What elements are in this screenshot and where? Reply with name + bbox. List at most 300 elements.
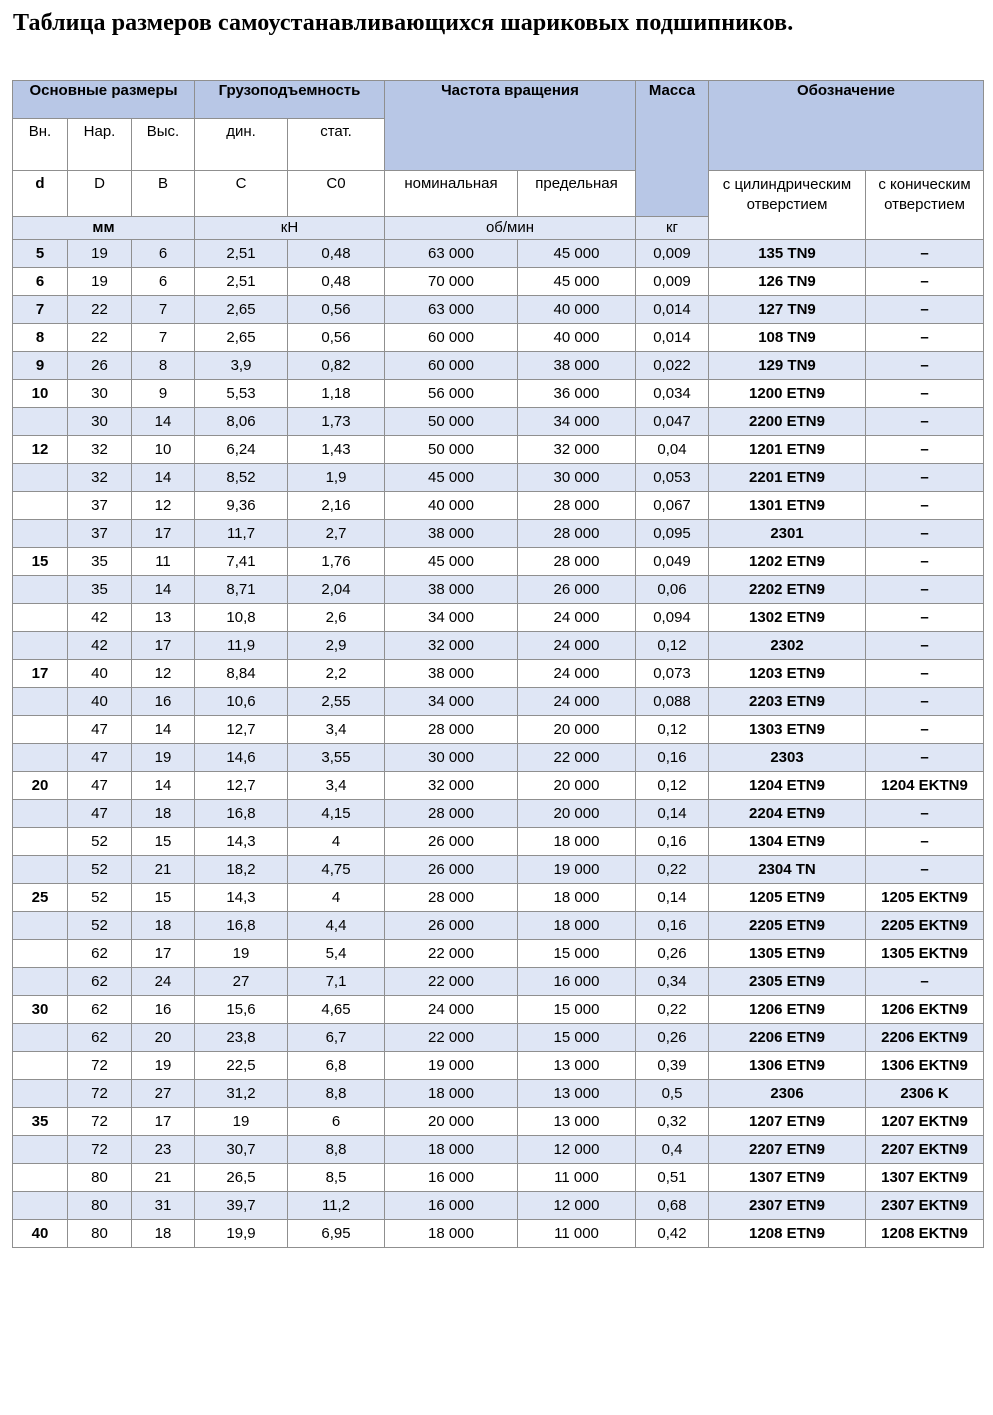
cell-C0: 4 bbox=[288, 828, 385, 856]
cell-mass: 0,022 bbox=[636, 352, 709, 380]
cell-B: 7 bbox=[132, 324, 195, 352]
cell-D: 32 bbox=[68, 436, 132, 464]
cell-C: 8,71 bbox=[195, 576, 288, 604]
cell-limit-speed: 24 000 bbox=[518, 632, 636, 660]
cell-limit-speed: 28 000 bbox=[518, 548, 636, 576]
cell-d bbox=[13, 716, 68, 744]
cell-C: 19,9 bbox=[195, 1220, 288, 1248]
table-row bbox=[13, 632, 984, 660]
cell-C0: 3,55 bbox=[288, 744, 385, 772]
cell-nominal-speed: 26 000 bbox=[385, 856, 518, 884]
cell-C: 15,6 bbox=[195, 996, 288, 1024]
cell-d bbox=[13, 632, 68, 660]
cell-C0: 3,4 bbox=[288, 716, 385, 744]
cell-D: 80 bbox=[68, 1164, 132, 1192]
cell-limit-speed: 13 000 bbox=[518, 1108, 636, 1136]
cell-C0: 4,75 bbox=[288, 856, 385, 884]
cell-cylindrical-designation: 1204 ETN9 bbox=[709, 772, 866, 800]
cell-limit-speed: 15 000 bbox=[518, 940, 636, 968]
cell-cylindrical-designation: 127 TN9 bbox=[709, 296, 866, 324]
cell-cylindrical-designation: 2207 ETN9 bbox=[709, 1136, 866, 1164]
cell-nominal-speed: 60 000 bbox=[385, 352, 518, 380]
cell-cylindrical-designation: 2302 bbox=[709, 632, 866, 660]
cell-mass: 0,014 bbox=[636, 324, 709, 352]
cell-mass: 0,049 bbox=[636, 548, 709, 576]
cell-D: 42 bbox=[68, 632, 132, 660]
cell-d bbox=[13, 968, 68, 996]
cell-B: 19 bbox=[132, 744, 195, 772]
cell-cylindrical-designation: 2307 ETN9 bbox=[709, 1192, 866, 1220]
cell-cylindrical-designation: 129 TN9 bbox=[709, 352, 866, 380]
cell-B: 16 bbox=[132, 996, 195, 1024]
cell-nominal-speed: 22 000 bbox=[385, 940, 518, 968]
cell-nominal-speed: 50 000 bbox=[385, 408, 518, 436]
cell-cylindrical-designation: 1205 ETN9 bbox=[709, 884, 866, 912]
cell-B: 6 bbox=[132, 268, 195, 296]
cell-D: 37 bbox=[68, 520, 132, 548]
cell-B: 18 bbox=[132, 912, 195, 940]
cell-D: 35 bbox=[68, 548, 132, 576]
cell-B: 24 bbox=[132, 968, 195, 996]
cell-limit-speed: 13 000 bbox=[518, 1080, 636, 1108]
table-row bbox=[13, 716, 984, 744]
cell-limit-speed: 15 000 bbox=[518, 1024, 636, 1052]
cell-C0: 6,8 bbox=[288, 1052, 385, 1080]
table-row bbox=[13, 520, 984, 548]
table-row bbox=[13, 1220, 984, 1248]
cell-D: 30 bbox=[68, 380, 132, 408]
cell-d bbox=[13, 828, 68, 856]
cell-C0: 4 bbox=[288, 884, 385, 912]
header-D: D bbox=[68, 171, 132, 217]
cell-cylindrical-designation: 2205 ETN9 bbox=[709, 912, 866, 940]
cell-C: 8,06 bbox=[195, 408, 288, 436]
cell-conical-designation: – bbox=[866, 716, 984, 744]
cell-d: 5 bbox=[13, 240, 68, 268]
cell-cylindrical-designation: 1306 ETN9 bbox=[709, 1052, 866, 1080]
cell-C0: 6,95 bbox=[288, 1220, 385, 1248]
cell-D: 52 bbox=[68, 856, 132, 884]
cell-B: 21 bbox=[132, 856, 195, 884]
header-static: стат. bbox=[288, 119, 385, 171]
cell-d: 20 bbox=[13, 772, 68, 800]
cell-cylindrical-designation: 1301 ETN9 bbox=[709, 492, 866, 520]
table-row bbox=[13, 1024, 984, 1052]
cell-d: 10 bbox=[13, 380, 68, 408]
cell-conical-designation: 1305 EKTN9 bbox=[866, 940, 984, 968]
cell-d: 25 bbox=[13, 884, 68, 912]
cell-limit-speed: 22 000 bbox=[518, 744, 636, 772]
cell-nominal-speed: 26 000 bbox=[385, 828, 518, 856]
table-row bbox=[13, 1192, 984, 1220]
cell-B: 18 bbox=[132, 1220, 195, 1248]
cell-C: 22,5 bbox=[195, 1052, 288, 1080]
cell-B: 17 bbox=[132, 1108, 195, 1136]
table-row bbox=[13, 240, 984, 268]
cell-D: 40 bbox=[68, 688, 132, 716]
cell-nominal-speed: 34 000 bbox=[385, 688, 518, 716]
cell-limit-speed: 24 000 bbox=[518, 688, 636, 716]
cell-conical-designation: 1307 EKTN9 bbox=[866, 1164, 984, 1192]
bearing-table bbox=[12, 80, 984, 1248]
table-row bbox=[13, 576, 984, 604]
cell-B: 14 bbox=[132, 464, 195, 492]
cell-D: 37 bbox=[68, 492, 132, 520]
cell-d: 12 bbox=[13, 436, 68, 464]
cell-C0: 2,6 bbox=[288, 604, 385, 632]
cell-C: 2,65 bbox=[195, 296, 288, 324]
cell-conical-designation: 1306 EKTN9 bbox=[866, 1052, 984, 1080]
cell-nominal-speed: 20 000 bbox=[385, 1108, 518, 1136]
cell-C: 14,3 bbox=[195, 884, 288, 912]
cell-B: 13 bbox=[132, 604, 195, 632]
cell-C0: 1,18 bbox=[288, 380, 385, 408]
cell-D: 72 bbox=[68, 1080, 132, 1108]
cell-C: 3,9 bbox=[195, 352, 288, 380]
cell-limit-speed: 12 000 bbox=[518, 1136, 636, 1164]
cell-nominal-speed: 60 000 bbox=[385, 324, 518, 352]
table-row bbox=[13, 1164, 984, 1192]
unit-kg: кг bbox=[636, 217, 709, 240]
cell-mass: 0,16 bbox=[636, 912, 709, 940]
cell-mass: 0,095 bbox=[636, 520, 709, 548]
table-row bbox=[13, 856, 984, 884]
table-row bbox=[13, 352, 984, 380]
cell-cylindrical-designation: 1207 ETN9 bbox=[709, 1108, 866, 1136]
cell-C0: 2,2 bbox=[288, 660, 385, 688]
unit-rpm: об/мин bbox=[385, 217, 636, 240]
cell-limit-speed: 11 000 bbox=[518, 1220, 636, 1248]
cell-B: 6 bbox=[132, 240, 195, 268]
header-dynamic: дин. bbox=[195, 119, 288, 171]
cell-D: 62 bbox=[68, 996, 132, 1024]
cell-C: 18,2 bbox=[195, 856, 288, 884]
cell-C0: 1,9 bbox=[288, 464, 385, 492]
cell-limit-speed: 19 000 bbox=[518, 856, 636, 884]
cell-D: 72 bbox=[68, 1052, 132, 1080]
cell-limit-speed: 34 000 bbox=[518, 408, 636, 436]
cell-mass: 0,12 bbox=[636, 716, 709, 744]
cell-D: 72 bbox=[68, 1136, 132, 1164]
cell-nominal-speed: 40 000 bbox=[385, 492, 518, 520]
cell-nominal-speed: 34 000 bbox=[385, 604, 518, 632]
cell-C0: 2,7 bbox=[288, 520, 385, 548]
table-row bbox=[13, 296, 984, 324]
cell-d bbox=[13, 464, 68, 492]
cell-D: 47 bbox=[68, 772, 132, 800]
cell-cylindrical-designation: 135 TN9 bbox=[709, 240, 866, 268]
cell-cylindrical-designation: 1206 ETN9 bbox=[709, 996, 866, 1024]
cell-D: 19 bbox=[68, 268, 132, 296]
cell-d bbox=[13, 688, 68, 716]
cell-mass: 0,047 bbox=[636, 408, 709, 436]
cell-cylindrical-designation: 2301 bbox=[709, 520, 866, 548]
cell-D: 40 bbox=[68, 660, 132, 688]
cell-limit-speed: 38 000 bbox=[518, 352, 636, 380]
cell-cylindrical-designation: 2306 bbox=[709, 1080, 866, 1108]
cell-D: 72 bbox=[68, 1108, 132, 1136]
cell-cylindrical-designation: 1305 ETN9 bbox=[709, 940, 866, 968]
cell-C: 14,6 bbox=[195, 744, 288, 772]
cell-cylindrical-designation: 2303 bbox=[709, 744, 866, 772]
cell-mass: 0,14 bbox=[636, 884, 709, 912]
table-row bbox=[13, 884, 984, 912]
cell-cylindrical-designation: 1303 ETN9 bbox=[709, 716, 866, 744]
cell-limit-speed: 13 000 bbox=[518, 1052, 636, 1080]
cell-C: 26,5 bbox=[195, 1164, 288, 1192]
cell-C: 11,9 bbox=[195, 632, 288, 660]
cell-d bbox=[13, 856, 68, 884]
cell-mass: 0,26 bbox=[636, 940, 709, 968]
cell-B: 9 bbox=[132, 380, 195, 408]
cell-conical-designation: – bbox=[866, 380, 984, 408]
cell-limit-speed: 12 000 bbox=[518, 1192, 636, 1220]
cell-B: 12 bbox=[132, 660, 195, 688]
cell-D: 62 bbox=[68, 968, 132, 996]
cell-B: 19 bbox=[132, 1052, 195, 1080]
cell-C: 16,8 bbox=[195, 800, 288, 828]
header-designation: Обозначение bbox=[709, 81, 984, 171]
cell-C: 7,41 bbox=[195, 548, 288, 576]
cell-conical-designation: – bbox=[866, 296, 984, 324]
cell-cylindrical-designation: 2204 ETN9 bbox=[709, 800, 866, 828]
cell-d: 17 bbox=[13, 660, 68, 688]
cell-d bbox=[13, 1164, 68, 1192]
cell-d bbox=[13, 1192, 68, 1220]
cell-C: 12,7 bbox=[195, 772, 288, 800]
header-load-capacity: Грузоподъемность bbox=[195, 81, 385, 119]
table-row bbox=[13, 380, 984, 408]
cell-d: 7 bbox=[13, 296, 68, 324]
cell-conical-designation: – bbox=[866, 968, 984, 996]
cell-limit-speed: 15 000 bbox=[518, 996, 636, 1024]
cell-C0: 8,8 bbox=[288, 1136, 385, 1164]
unit-kn: кН bbox=[195, 217, 385, 240]
table-row bbox=[13, 492, 984, 520]
table-row bbox=[13, 968, 984, 996]
cell-C0: 8,8 bbox=[288, 1080, 385, 1108]
cell-C: 16,8 bbox=[195, 912, 288, 940]
cell-cylindrical-designation: 2304 TN bbox=[709, 856, 866, 884]
cell-conical-designation: 1206 EKTN9 bbox=[866, 996, 984, 1024]
table-row bbox=[13, 1136, 984, 1164]
cell-cylindrical-designation: 1307 ETN9 bbox=[709, 1164, 866, 1192]
cell-cylindrical-designation: 2203 ETN9 bbox=[709, 688, 866, 716]
cell-C: 2,51 bbox=[195, 268, 288, 296]
cell-conical-designation: – bbox=[866, 744, 984, 772]
header-cylindrical-bore: с цилиндрическим отверстием bbox=[709, 171, 866, 240]
cell-limit-speed: 11 000 bbox=[518, 1164, 636, 1192]
cell-nominal-speed: 22 000 bbox=[385, 968, 518, 996]
cell-nominal-speed: 30 000 bbox=[385, 744, 518, 772]
cell-limit-speed: 18 000 bbox=[518, 884, 636, 912]
cell-conical-designation: – bbox=[866, 464, 984, 492]
cell-conical-designation: 1205 EKTN9 bbox=[866, 884, 984, 912]
cell-limit-speed: 45 000 bbox=[518, 268, 636, 296]
header-nominal: номинальная bbox=[385, 171, 518, 217]
cell-D: 62 bbox=[68, 940, 132, 968]
cell-cylindrical-designation: 1200 ETN9 bbox=[709, 380, 866, 408]
cell-limit-speed: 24 000 bbox=[518, 604, 636, 632]
cell-d bbox=[13, 604, 68, 632]
cell-d: 35 bbox=[13, 1108, 68, 1136]
cell-limit-speed: 45 000 bbox=[518, 240, 636, 268]
cell-B: 18 bbox=[132, 800, 195, 828]
cell-B: 20 bbox=[132, 1024, 195, 1052]
header-conical-bore: с коническим отверстием bbox=[866, 171, 984, 240]
cell-C0: 1,76 bbox=[288, 548, 385, 576]
header-outer: Нар. bbox=[68, 119, 132, 171]
table-row bbox=[13, 1052, 984, 1080]
cell-C0: 4,4 bbox=[288, 912, 385, 940]
cell-nominal-speed: 38 000 bbox=[385, 520, 518, 548]
cell-d: 30 bbox=[13, 996, 68, 1024]
cell-d bbox=[13, 800, 68, 828]
cell-D: 52 bbox=[68, 884, 132, 912]
cell-conical-designation: – bbox=[866, 268, 984, 296]
cell-conical-designation: – bbox=[866, 576, 984, 604]
table-row bbox=[13, 996, 984, 1024]
cell-limit-speed: 16 000 bbox=[518, 968, 636, 996]
table-row bbox=[13, 548, 984, 576]
cell-C: 5,53 bbox=[195, 380, 288, 408]
cell-mass: 0,16 bbox=[636, 744, 709, 772]
cell-conical-designation: – bbox=[866, 352, 984, 380]
cell-C: 39,7 bbox=[195, 1192, 288, 1220]
cell-B: 7 bbox=[132, 296, 195, 324]
cell-conical-designation: – bbox=[866, 856, 984, 884]
cell-cylindrical-designation: 108 TN9 bbox=[709, 324, 866, 352]
cell-conical-designation: 1207 EKTN9 bbox=[866, 1108, 984, 1136]
cell-C0: 1,73 bbox=[288, 408, 385, 436]
cell-nominal-speed: 50 000 bbox=[385, 436, 518, 464]
cell-cylindrical-designation: 2200 ETN9 bbox=[709, 408, 866, 436]
cell-C0: 6,7 bbox=[288, 1024, 385, 1052]
cell-d bbox=[13, 1024, 68, 1052]
cell-limit-speed: 30 000 bbox=[518, 464, 636, 492]
cell-mass: 0,009 bbox=[636, 240, 709, 268]
cell-conical-designation: – bbox=[866, 688, 984, 716]
header-B: B bbox=[132, 171, 195, 217]
cell-mass: 0,26 bbox=[636, 1024, 709, 1052]
cell-mass: 0,22 bbox=[636, 856, 709, 884]
table-row bbox=[13, 800, 984, 828]
cell-C0: 2,9 bbox=[288, 632, 385, 660]
cell-D: 35 bbox=[68, 576, 132, 604]
cell-limit-speed: 26 000 bbox=[518, 576, 636, 604]
cell-D: 47 bbox=[68, 800, 132, 828]
table-row bbox=[13, 828, 984, 856]
cell-conical-designation: – bbox=[866, 324, 984, 352]
cell-mass: 0,51 bbox=[636, 1164, 709, 1192]
cell-B: 14 bbox=[132, 716, 195, 744]
cell-mass: 0,073 bbox=[636, 660, 709, 688]
cell-D: 26 bbox=[68, 352, 132, 380]
cell-cylindrical-designation: 1202 ETN9 bbox=[709, 548, 866, 576]
cell-mass: 0,4 bbox=[636, 1136, 709, 1164]
cell-nominal-speed: 19 000 bbox=[385, 1052, 518, 1080]
cell-C0: 2,16 bbox=[288, 492, 385, 520]
cell-B: 8 bbox=[132, 352, 195, 380]
cell-d: 8 bbox=[13, 324, 68, 352]
cell-conical-designation: – bbox=[866, 492, 984, 520]
cell-conical-designation: – bbox=[866, 632, 984, 660]
table-row bbox=[13, 772, 984, 800]
cell-C: 30,7 bbox=[195, 1136, 288, 1164]
cell-conical-designation: 2207 EKTN9 bbox=[866, 1136, 984, 1164]
cell-cylindrical-designation: 2202 ETN9 bbox=[709, 576, 866, 604]
cell-nominal-speed: 18 000 bbox=[385, 1220, 518, 1248]
cell-C0: 2,55 bbox=[288, 688, 385, 716]
cell-conical-designation: – bbox=[866, 408, 984, 436]
cell-nominal-speed: 63 000 bbox=[385, 296, 518, 324]
cell-nominal-speed: 24 000 bbox=[385, 996, 518, 1024]
cell-nominal-speed: 28 000 bbox=[385, 884, 518, 912]
cell-nominal-speed: 18 000 bbox=[385, 1080, 518, 1108]
cell-mass: 0,16 bbox=[636, 828, 709, 856]
table-row bbox=[13, 268, 984, 296]
table-row bbox=[13, 660, 984, 688]
cell-B: 14 bbox=[132, 576, 195, 604]
cell-conical-designation: 1204 EKTN9 bbox=[866, 772, 984, 800]
cell-cylindrical-designation: 2206 ETN9 bbox=[709, 1024, 866, 1052]
table-row bbox=[13, 912, 984, 940]
cell-C0: 0,56 bbox=[288, 324, 385, 352]
cell-cylindrical-designation: 126 TN9 bbox=[709, 268, 866, 296]
cell-C0: 3,4 bbox=[288, 772, 385, 800]
cell-nominal-speed: 28 000 bbox=[385, 716, 518, 744]
cell-C0: 7,1 bbox=[288, 968, 385, 996]
cell-C: 12,7 bbox=[195, 716, 288, 744]
cell-d bbox=[13, 744, 68, 772]
cell-B: 17 bbox=[132, 940, 195, 968]
cell-C: 14,3 bbox=[195, 828, 288, 856]
cell-mass: 0,68 bbox=[636, 1192, 709, 1220]
cell-C: 19 bbox=[195, 1108, 288, 1136]
cell-nominal-speed: 16 000 bbox=[385, 1164, 518, 1192]
cell-mass: 0,06 bbox=[636, 576, 709, 604]
cell-C: 27 bbox=[195, 968, 288, 996]
cell-C0: 0,56 bbox=[288, 296, 385, 324]
table-row bbox=[13, 688, 984, 716]
cell-C: 2,65 bbox=[195, 324, 288, 352]
cell-nominal-speed: 38 000 bbox=[385, 576, 518, 604]
cell-cylindrical-designation: 1304 ETN9 bbox=[709, 828, 866, 856]
cell-B: 12 bbox=[132, 492, 195, 520]
cell-C: 8,84 bbox=[195, 660, 288, 688]
cell-mass: 0,42 bbox=[636, 1220, 709, 1248]
cell-B: 27 bbox=[132, 1080, 195, 1108]
cell-limit-speed: 40 000 bbox=[518, 296, 636, 324]
cell-d: 40 bbox=[13, 1220, 68, 1248]
cell-nominal-speed: 16 000 bbox=[385, 1192, 518, 1220]
cell-limit-speed: 24 000 bbox=[518, 660, 636, 688]
cell-mass: 0,034 bbox=[636, 380, 709, 408]
cell-C0: 11,2 bbox=[288, 1192, 385, 1220]
cell-nominal-speed: 70 000 bbox=[385, 268, 518, 296]
header-mass: Масса bbox=[636, 81, 709, 217]
cell-mass: 0,34 bbox=[636, 968, 709, 996]
cell-mass: 0,088 bbox=[636, 688, 709, 716]
cell-d bbox=[13, 940, 68, 968]
cell-B: 14 bbox=[132, 408, 195, 436]
cell-conical-designation: – bbox=[866, 240, 984, 268]
cell-C: 31,2 bbox=[195, 1080, 288, 1108]
cell-D: 32 bbox=[68, 464, 132, 492]
cell-C: 2,51 bbox=[195, 240, 288, 268]
cell-limit-speed: 20 000 bbox=[518, 800, 636, 828]
cell-D: 62 bbox=[68, 1024, 132, 1052]
